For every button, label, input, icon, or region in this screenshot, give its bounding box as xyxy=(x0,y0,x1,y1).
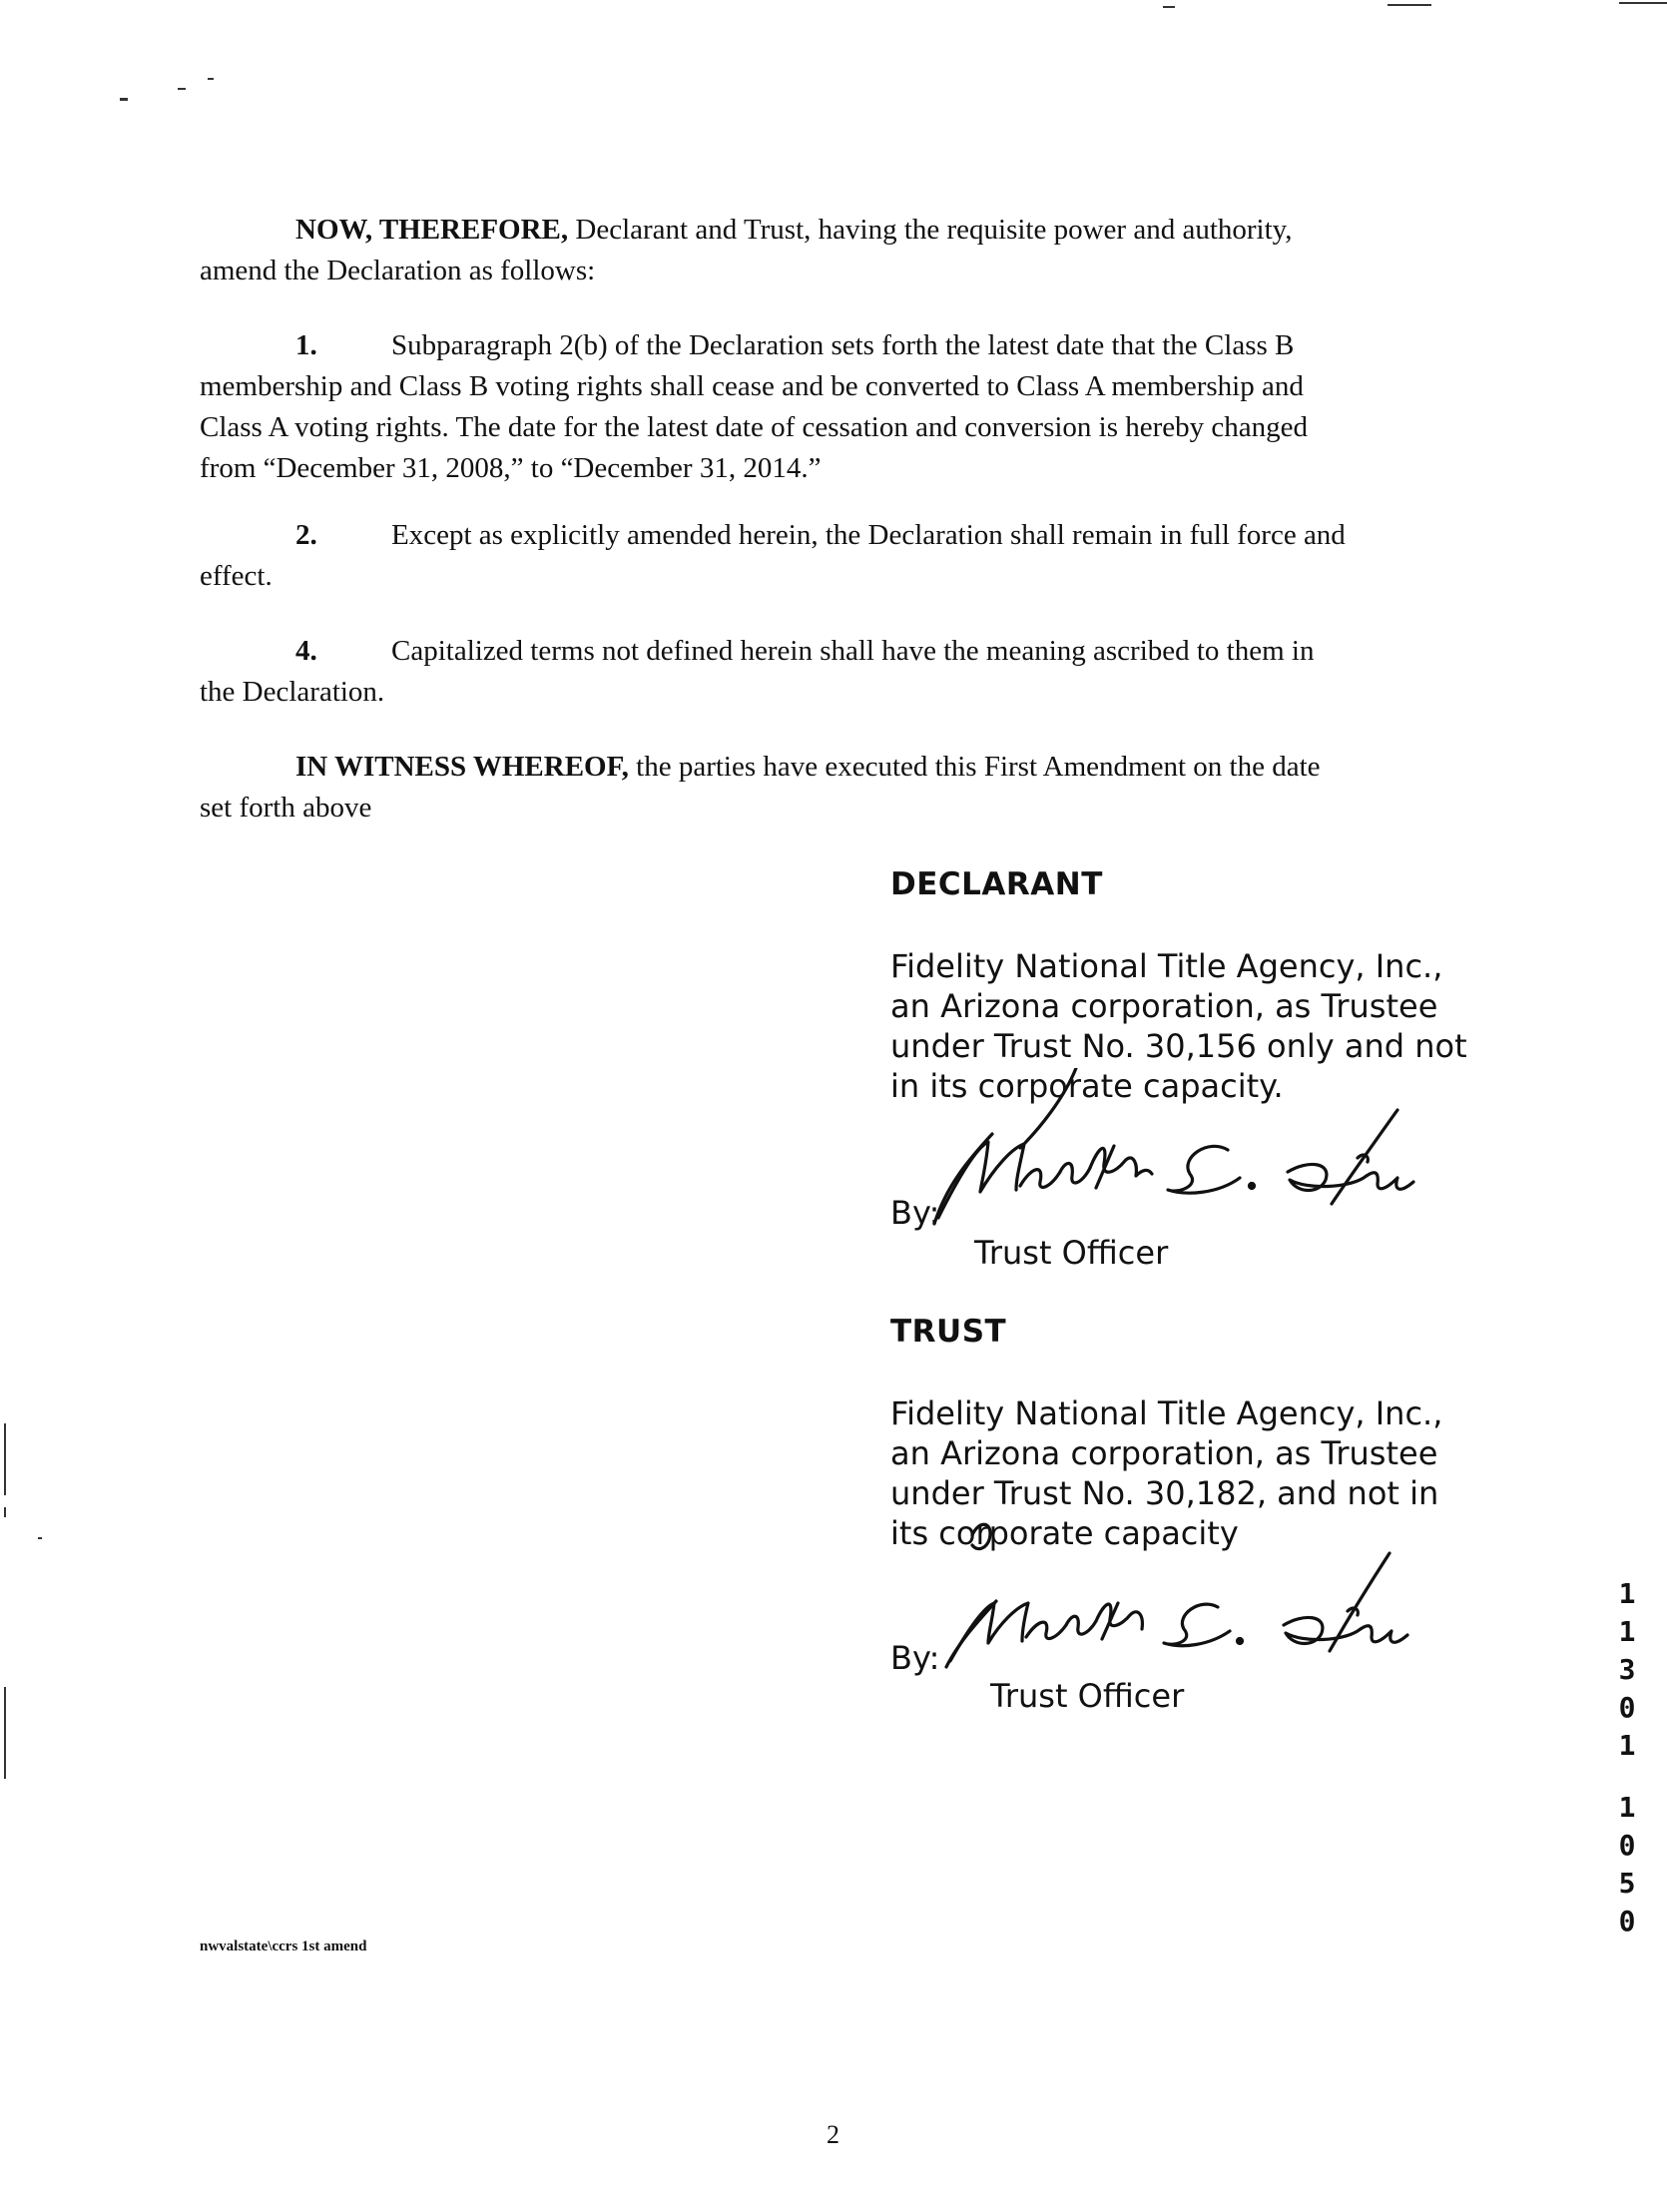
item-first-line: Except as explicitly amended herein, the Declaration shall remain in full force and xyxy=(391,519,1346,551)
stamp-digit: 0 xyxy=(1618,1691,1636,1724)
trust-heading: TRUST xyxy=(890,1314,1007,1350)
scan-mark xyxy=(38,1537,42,1539)
item-line: from “December 31, 2008,” to “December 31, 2014.” xyxy=(200,452,822,484)
scan-mark xyxy=(1388,4,1431,6)
preamble-line1: Declarant and Trust, having the requisite power and authority, xyxy=(568,214,1293,246)
item-line: Class A voting rights. The date for the latest date of cessation and conversion is hereby changed xyxy=(200,411,1309,443)
witness-line1: the parties have executed this First Amendment on the date xyxy=(628,751,1321,783)
item-first-line: Subparagraph 2(b) of the Declaration sets forth the latest date that the Class B xyxy=(391,329,1295,361)
item-first-line: Capitalized terms not defined herein shall have the meaning ascribed to them in xyxy=(391,635,1315,667)
amendment-item-1 xyxy=(200,325,1497,489)
item-line: the Declaration. xyxy=(200,676,385,708)
witness-lead: IN WITNESS WHEREOF, xyxy=(295,751,629,783)
stamp-digit: 1 xyxy=(1618,1791,1636,1824)
amendment-item-2 xyxy=(200,515,1497,597)
amendment-item-4 xyxy=(200,631,1497,713)
item-line: membership and Class B voting rights shall cease and be converted to Class A membership and xyxy=(200,370,1304,402)
scan-mark xyxy=(1163,6,1175,8)
stamp-gap xyxy=(1614,1765,1640,1789)
entity-line: an Arizona corporation, as Trustee xyxy=(890,1434,1438,1472)
stamp-digit: 0 xyxy=(1618,1905,1636,1937)
witness-line2: set forth above xyxy=(200,792,372,824)
trust-title: Trust Officer xyxy=(990,1677,1185,1715)
scan-mark xyxy=(1619,2,1667,4)
declarant-by-label: By: xyxy=(890,1194,940,1232)
item-number: 1. xyxy=(295,329,317,361)
scan-mark xyxy=(4,1687,6,1779)
trust-by-label: By: xyxy=(890,1639,940,1677)
entity-line: in its corporate capacity. xyxy=(890,1067,1284,1105)
page-number: 2 xyxy=(827,2120,839,2149)
scan-mark xyxy=(120,98,128,101)
preamble xyxy=(200,210,1497,291)
entity-line: Fidelity National Title Agency, Inc., xyxy=(890,947,1443,985)
stamp-digit: 5 xyxy=(1618,1867,1636,1900)
stamp-digit: 3 xyxy=(1618,1653,1636,1686)
scan-mark xyxy=(208,78,214,80)
item-line: effect. xyxy=(200,560,273,592)
entity-line: under Trust No. 30,182, and not in xyxy=(890,1474,1439,1512)
item-number: 2. xyxy=(295,519,317,551)
preamble-line2: amend the Declaration as follows: xyxy=(200,255,596,286)
footer-file-reference: nwvalstate\ccrs 1st amend xyxy=(200,1938,367,1954)
entity-line: Fidelity National Title Agency, Inc., xyxy=(890,1394,1443,1432)
witness-clause xyxy=(200,747,1497,829)
entity-line: its corporate capacity xyxy=(890,1514,1239,1552)
stamp-digit: 1 xyxy=(1618,1577,1636,1610)
declarant-heading: DECLARANT xyxy=(890,866,1103,902)
stamp-digit: 1 xyxy=(1618,1615,1636,1648)
entity-line: under Trust No. 30,156 only and not xyxy=(890,1027,1467,1065)
entity-line: an Arizona corporation, as Trustee xyxy=(890,987,1438,1025)
recording-stamp xyxy=(1614,1575,1640,1940)
trust-signature xyxy=(938,1507,1437,1677)
item-number: 4. xyxy=(295,635,317,667)
preamble-lead: NOW, THEREFORE, xyxy=(295,214,569,246)
scan-mark xyxy=(4,1507,6,1517)
stamp-digit: 0 xyxy=(1618,1829,1636,1862)
scan-mark xyxy=(178,88,186,90)
declarant-title: Trust Officer xyxy=(974,1234,1169,1272)
declarant-signature xyxy=(928,1068,1447,1238)
scan-mark xyxy=(4,1423,6,1495)
stamp-digit: 1 xyxy=(1618,1729,1636,1762)
